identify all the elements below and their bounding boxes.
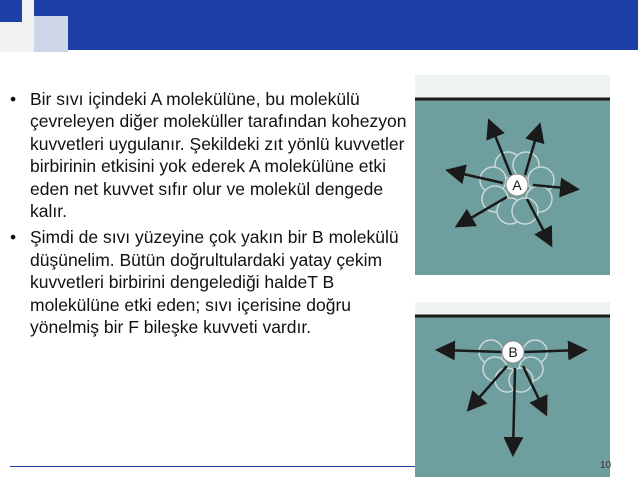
bullet-text: Şimdi de sıvı yüzeyine çok yakın bir B molekülü düşünelim. Bütün doğrultulardaki yatay çekim kuvvetleri birbirini dengelediği haldeT B molekülüne etki eden; sıvı içerisine doğru yönelmiş bir F bileşke kuvveti vardır.: [30, 227, 399, 338]
figure-molecule-b: [415, 302, 610, 477]
page-number: 10: [600, 460, 612, 471]
footer-divider: [10, 466, 415, 467]
diagram-a-svg: [415, 75, 610, 275]
molecule-b-label: B: [508, 344, 518, 360]
force-arrows-b: [440, 350, 583, 452]
header-bar: [0, 0, 638, 50]
bullet-item-cohesion-a: [8, 88, 408, 222]
molecule-a-label: A: [512, 177, 522, 193]
bullet-item-surface-b: [8, 226, 408, 338]
diagram-b-svg: [415, 302, 610, 477]
bullet-list: [8, 88, 408, 342]
figure-molecule-a: [415, 75, 610, 275]
bullet-text: Bir sıvı içindeki A molekülüne, bu molekülü çevreleyen diğer moleküller tarafından kohezyon kuvvetleri uygulanır. Şekildeki zıt yönlü kuvvetler birbirinin etkisini yok ederek A molekülüne etki eden net kuvvet sıfır olur ve molekül dengede kalır.: [30, 89, 407, 222]
header-decor-square-dark: [0, 0, 22, 22]
bullet-symbol: •: [10, 227, 17, 248]
bullet-symbol: •: [10, 89, 17, 109]
header-decor-square-light: [34, 16, 68, 52]
